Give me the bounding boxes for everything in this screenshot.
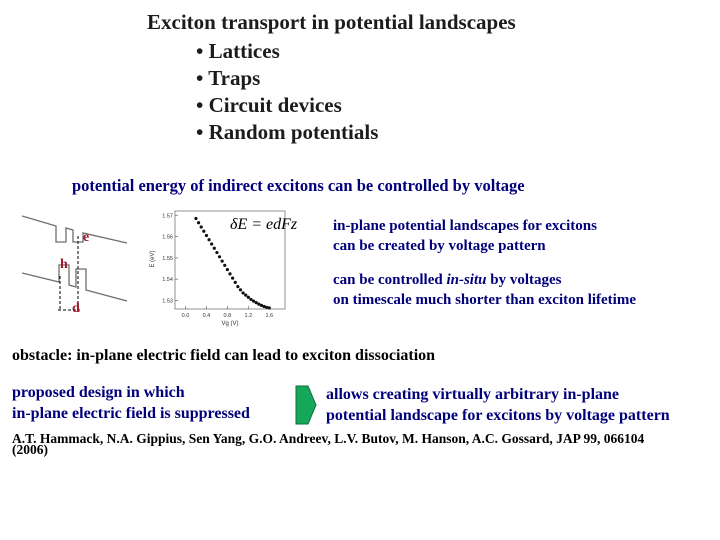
x-tick-label: 1.2 xyxy=(244,313,253,319)
allows-statement xyxy=(326,384,670,426)
conduction-band-edge xyxy=(22,216,127,243)
landscape-line: in-plane potential landscapes for excitons xyxy=(333,218,597,234)
data-point xyxy=(239,288,242,291)
landscape-line: can be created by voltage pattern xyxy=(333,238,546,254)
data-point xyxy=(268,306,271,309)
y-tick-label: 1.56 xyxy=(162,234,173,241)
energy-voltage-plot xyxy=(148,205,326,327)
data-point xyxy=(207,238,210,241)
data-point xyxy=(241,291,244,294)
insitu-line-2: on timescale much shorter than exciton lifetime xyxy=(333,292,636,308)
data-point xyxy=(215,251,218,254)
slide-title: Exciton transport in potential landscapes xyxy=(147,10,516,34)
band-diagram xyxy=(22,206,142,324)
y-axis-label: E (eV) xyxy=(150,250,156,268)
insitu-line-1 xyxy=(333,270,636,290)
citation xyxy=(12,433,644,455)
topic-item: • Traps xyxy=(196,66,261,90)
allows-line: allows creating virtually arbitrary in-plane xyxy=(326,386,620,403)
electron-label: e xyxy=(83,230,90,245)
y-tick-label: 1.57 xyxy=(162,213,173,220)
x-axis-label: Vg (V) xyxy=(221,321,239,327)
allows-line: potential landscape for excitons by voltage pattern xyxy=(326,407,670,424)
proposed-design xyxy=(12,382,250,424)
landscape-note xyxy=(333,216,597,256)
data-point xyxy=(194,217,197,220)
data-point xyxy=(244,294,247,297)
dipole-formula: δE = edFz xyxy=(230,216,298,233)
data-point xyxy=(210,242,213,245)
distance-label: d xyxy=(72,301,80,316)
data-point xyxy=(221,259,224,262)
data-point xyxy=(247,296,250,299)
data-point xyxy=(197,221,200,224)
data-point xyxy=(200,225,203,228)
data-point xyxy=(205,234,208,237)
proposed-line: proposed design in which xyxy=(12,384,185,401)
topic-item: • Lattices xyxy=(196,39,280,63)
x-tick-label: 0.0 xyxy=(181,313,190,319)
topic-item: • Circuit devices xyxy=(196,93,342,117)
data-point xyxy=(236,285,239,288)
data-point xyxy=(202,230,205,233)
right-arrow-icon xyxy=(292,383,318,427)
x-tick-label: 0.4 xyxy=(202,313,211,319)
x-tick-label: 1.6 xyxy=(265,313,274,319)
topic-item: • Random potentials xyxy=(196,120,379,144)
data-point xyxy=(213,247,216,250)
data-point xyxy=(234,281,237,284)
intro-statement: potential energy of indirect excitons can be controlled by voltage xyxy=(72,176,525,195)
valence-band-edge xyxy=(22,265,127,301)
data-point xyxy=(228,272,231,275)
y-tick-label: 1.54 xyxy=(162,277,173,284)
citation-line: (2006) xyxy=(12,442,48,457)
citation-line: A.T. Hammack, N.A. Gippius, Sen Yang, G.O. Andreev, L.V. Butov, M. Hanson, A.C. Gossard, JAP 99, 066104 xyxy=(12,431,645,446)
insitu-text: can be controlled xyxy=(333,272,447,288)
hole-label: h xyxy=(60,257,68,272)
data-point xyxy=(249,298,252,301)
y-tick-label: 1.55 xyxy=(162,255,173,262)
insitu-emphasis: in-situ xyxy=(446,272,487,288)
insitu-text: by voltages xyxy=(486,272,562,288)
obstacle-statement: obstacle: in-plane electric field can lead to exciton dissociation xyxy=(12,347,436,364)
y-tick-label: 1.53 xyxy=(162,298,173,305)
x-tick-label: 0.8 xyxy=(223,313,232,319)
data-point xyxy=(226,268,229,271)
topic-list xyxy=(196,38,378,146)
insitu-note xyxy=(333,270,636,310)
data-point xyxy=(231,277,234,280)
data-point xyxy=(223,264,226,267)
data-point xyxy=(218,255,221,258)
proposed-line: in-plane electric field is suppressed xyxy=(12,405,250,422)
